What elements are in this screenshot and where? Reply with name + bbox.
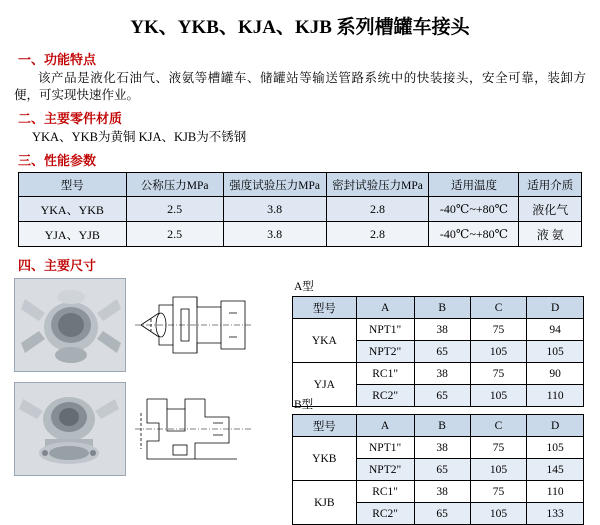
cell-nominal-pressure: 2.5 <box>126 197 223 222</box>
section-heading-performance: 三、性能参数 <box>18 153 97 168</box>
column-header-d: D <box>527 297 584 319</box>
table-header-row <box>19 173 582 197</box>
cell-model: YKB <box>293 437 357 481</box>
cell-b: 65 <box>414 459 470 481</box>
coupling-photo-b <box>14 382 126 476</box>
cell-model: YJA、YJB <box>19 222 127 247</box>
cell-strength-test: 3.8 <box>223 197 326 222</box>
cell-b: 65 <box>414 341 470 363</box>
cell-seal-test: 2.8 <box>326 222 429 247</box>
column-header-strength-test: 强度试验压力MPa <box>223 173 326 197</box>
coupling-drawing-a-graphic <box>133 279 253 371</box>
cell-d: 110 <box>527 481 584 503</box>
section-heading-features: 一、功能特点 <box>18 52 97 67</box>
section-heading-dimensions: 四、主要尺寸 <box>18 258 97 273</box>
cell-c: 75 <box>470 437 527 459</box>
cell-a: RC2" <box>356 503 414 525</box>
column-header-medium: 适用介质 <box>519 173 582 197</box>
cell-c: 75 <box>470 319 527 341</box>
column-header-seal-test: 密封试验压力MPa <box>326 173 429 197</box>
cell-c: 105 <box>470 385 527 407</box>
cell-a: NPT1" <box>356 319 414 341</box>
table-row <box>19 197 582 222</box>
figure-row-a <box>14 278 254 372</box>
column-header-a: A <box>356 415 414 437</box>
cell-a: NPT1" <box>356 437 414 459</box>
coupling-photo-b-graphic <box>15 383 125 475</box>
section-text-features: 该产品是液化石油气、液氨等槽罐车、储罐站等输送管路系统中的快装接头，安全可靠，装卸方便，可实现快速作业。 <box>14 71 586 102</box>
column-header-temperature: 适用温度 <box>429 173 519 197</box>
section-heading-material: 二、主要零件材质 <box>18 111 123 126</box>
cell-a: NPT2" <box>356 341 414 363</box>
figure-row-b <box>14 382 254 476</box>
cell-a: RC1" <box>356 481 414 503</box>
table-row <box>19 222 582 247</box>
cell-d: 145 <box>527 459 584 481</box>
cell-c: 105 <box>470 341 527 363</box>
dimension-caption-a: A型 <box>294 281 314 293</box>
cell-b: 38 <box>414 481 470 503</box>
column-header-nominal-pressure: 公称压力MPa <box>126 173 223 197</box>
section-text-material: YKA、YKB为黄铜 KJA、KJB为不锈钢 <box>32 130 247 144</box>
cell-b: 38 <box>414 319 470 341</box>
cell-strength-test: 3.8 <box>223 222 326 247</box>
dimension-block-a <box>292 278 584 407</box>
column-header-model: 型号 <box>19 173 127 197</box>
cell-a: NPT2" <box>356 459 414 481</box>
coupling-drawing-b <box>132 382 254 476</box>
coupling-drawing-a <box>132 278 254 372</box>
cell-d: 94 <box>527 319 584 341</box>
table-row <box>293 319 584 341</box>
performance-table <box>18 172 582 247</box>
dimension-caption-b: B型 <box>294 399 314 411</box>
column-header-b: B <box>414 415 470 437</box>
cell-d: 110 <box>527 385 584 407</box>
cell-seal-test: 2.8 <box>326 197 429 222</box>
column-header-model: 型号 <box>293 297 357 319</box>
cell-medium: 液 氨 <box>519 222 582 247</box>
cell-model: YKA、YKB <box>19 197 127 222</box>
column-header-c: C <box>470 297 527 319</box>
cell-b: 65 <box>414 503 470 525</box>
table-row <box>293 481 584 503</box>
dimension-table-a <box>292 296 584 407</box>
column-header-c: C <box>470 415 527 437</box>
coupling-photo-a <box>14 278 126 372</box>
cell-temperature: -40℃~+80℃ <box>429 222 519 247</box>
coupling-drawing-b-graphic <box>133 383 253 475</box>
table-header-row <box>293 297 584 319</box>
cell-c: 75 <box>470 363 527 385</box>
cell-c: 105 <box>470 503 527 525</box>
cell-b: 38 <box>414 363 470 385</box>
cell-a: RC2" <box>356 385 414 407</box>
cell-d: 133 <box>527 503 584 525</box>
cell-model: YJA <box>293 363 357 407</box>
cell-model: YKA <box>293 319 357 363</box>
cell-d: 90 <box>527 363 584 385</box>
column-header-d: D <box>527 415 584 437</box>
cell-a: RC1" <box>356 363 414 385</box>
cell-model: KJB <box>293 481 357 525</box>
cell-b: 65 <box>414 385 470 407</box>
column-header-a: A <box>356 297 414 319</box>
table-row <box>293 437 584 459</box>
coupling-photo-a-graphic <box>15 279 125 371</box>
dimension-table-b <box>292 414 584 525</box>
cell-c: 105 <box>470 459 527 481</box>
table-row <box>293 363 584 385</box>
cell-c: 75 <box>470 481 527 503</box>
cell-medium: 液化气 <box>519 197 582 222</box>
page-title: YK、YKB、KJA、KJB 系列槽罐车接头 <box>130 17 470 38</box>
column-header-model: 型号 <box>293 415 357 437</box>
cell-b: 38 <box>414 437 470 459</box>
cell-temperature: -40℃~+80℃ <box>429 197 519 222</box>
cell-d: 105 <box>527 341 584 363</box>
table-header-row <box>293 415 584 437</box>
figures-column <box>14 278 254 486</box>
column-header-b: B <box>414 297 470 319</box>
cell-d: 105 <box>527 437 584 459</box>
dimension-block-b <box>292 396 584 525</box>
cell-nominal-pressure: 2.5 <box>126 222 223 247</box>
